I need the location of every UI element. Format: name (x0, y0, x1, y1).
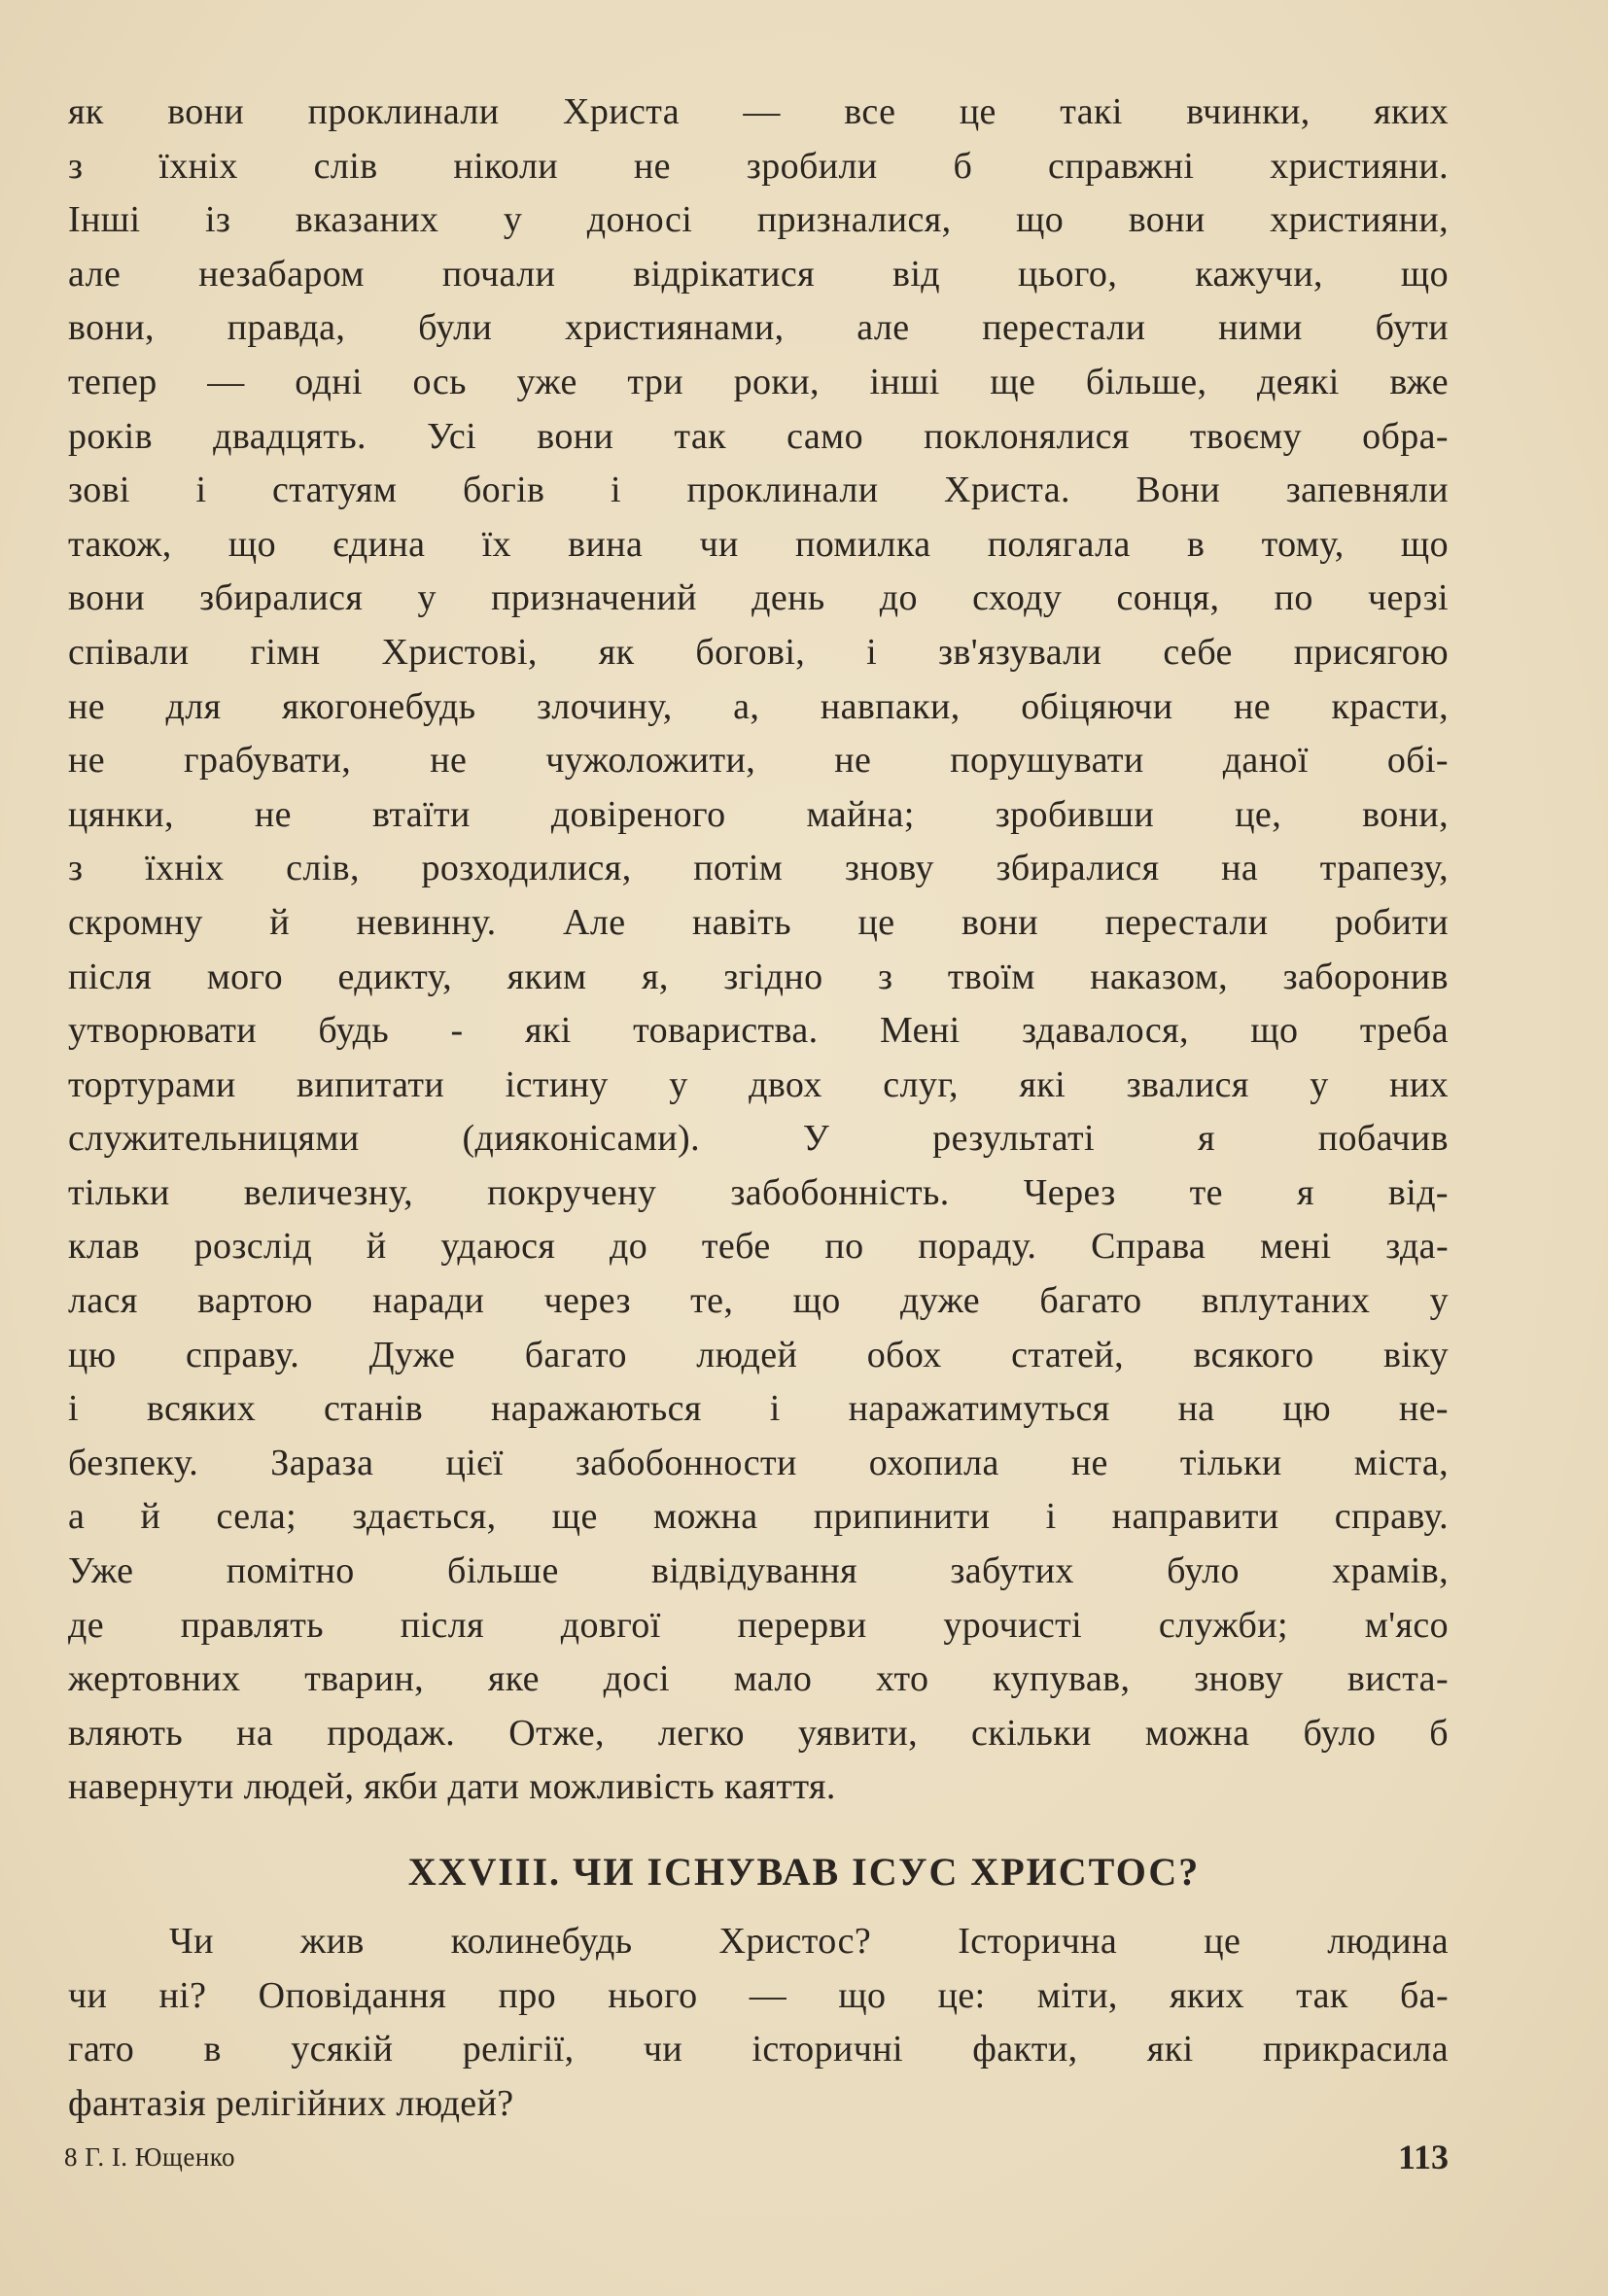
body-line: а й села; здається, ще можна припинити і направити справу. (68, 1496, 1449, 1538)
section-line: чи ні? Оповідання про нього — що це: міти, яких так ба- (68, 1974, 1449, 2016)
body-line: тортурами випитати істину у двох слуг, які звалися у них (68, 1063, 1449, 1105)
body-line: де правлять після довгої перерви урочисті служби; м'ясо (68, 1604, 1449, 1646)
page-footer (64, 2137, 1449, 2175)
body-line: тепер — одні ось уже три роки, інші ще більше, деякі вже (68, 361, 1449, 402)
body-line: навернути людей, якби дати можливість каяття. (68, 1766, 836, 1808)
body-line: років двадцять. Усі вони так само поклонялися твоєму обра- (68, 415, 1449, 457)
body-line: і всяких станів наражаються і наражатимуться на цю не- (68, 1388, 1449, 1430)
section-heading: XXVIII. ЧИ ІСНУВАВ ІСУС ХРИСТОС? (407, 1850, 1201, 1894)
section-text (68, 1915, 1449, 2131)
body-line: жертовних тварин, яке досі мало хто купував, знову виста- (68, 1658, 1449, 1700)
section-line: Чи жив колинебудь Христос? Історична це людина (169, 1921, 1449, 1962)
body-line: служительницями (диякoнісами). У результаті я побачив (68, 1118, 1449, 1160)
body-text (68, 86, 1449, 1815)
page-number: 113 (1397, 2138, 1449, 2176)
body-line: з їхніх слів, розходилися, потім знову збиралися на трапезу, (68, 848, 1449, 889)
body-line: зові і статуям богів і проклинали Христа. Вони запевняли (68, 470, 1449, 511)
body-line: лася вартою наради через те, що дуже багато вплутаних у (68, 1280, 1449, 1322)
printer-signature: 8 Г. І. Ющенко (64, 2142, 236, 2172)
body-line: Уже помітно більше відвідування забутих було храмів, (68, 1550, 1449, 1592)
body-line: Інші із вказаних у доносі призналися, що вони християни, (68, 199, 1449, 241)
body-line: як вони проклинали Христа — все це такі вчинки, яких (68, 91, 1449, 132)
body-line: не грабувати, не чужоложити, не порушувати даної обі- (68, 740, 1449, 782)
body-line: цю справу. Дуже багато людей обох статей, всякого віку (68, 1334, 1449, 1375)
body-line: клав розслід й удаюся до тебе по пораду. Справа мені зда- (68, 1226, 1449, 1268)
body-line: скромну й невинну. Але навіть це вони перестали робити (68, 901, 1449, 943)
body-line: утворювати будь - які товариства. Мені здавалося, що треба (68, 1010, 1449, 1052)
body-line: співали гімн Христові, як богові, і зв'язували себе присягою (68, 631, 1449, 673)
body-line: але незабаром почали відрікатися від цього, кажучи, що (68, 253, 1449, 295)
body-line: вляють на продаж. Отже, легко уявити, скільки можна було б (68, 1712, 1449, 1754)
body-line: з їхніх слів ніколи не зробили б справжні християни. (68, 145, 1449, 187)
body-line: цянки, не втаїти довіреного майна; зробивши це, вони, (68, 793, 1449, 835)
section-line: гато в усякій релігії, чи історичні факти, які прикрасила (68, 2029, 1449, 2070)
body-line: не для якогонебудь злочину, а, навпаки, обіцяючи не красти, (68, 685, 1449, 727)
body-line: вони, правда, були християнами, але перестали ними бути (68, 307, 1449, 349)
body-line: вони збиралися у призначений день до сходу сонця, по черзі (68, 577, 1449, 619)
body-line: також, що єдина їх вина чи помилка полягала в тому, що (68, 523, 1449, 565)
body-line: тільки величезну, покручену забобонність. Через те я від- (68, 1171, 1449, 1213)
body-line: після мого едикту, яким я, згідно з твоїм наказом, заборонив (68, 956, 1449, 997)
body-line: безпеку. Зараза цієї забобонности охопила не тільки міста, (68, 1442, 1449, 1483)
section-line: фантазія релігійних людей? (68, 2082, 514, 2124)
